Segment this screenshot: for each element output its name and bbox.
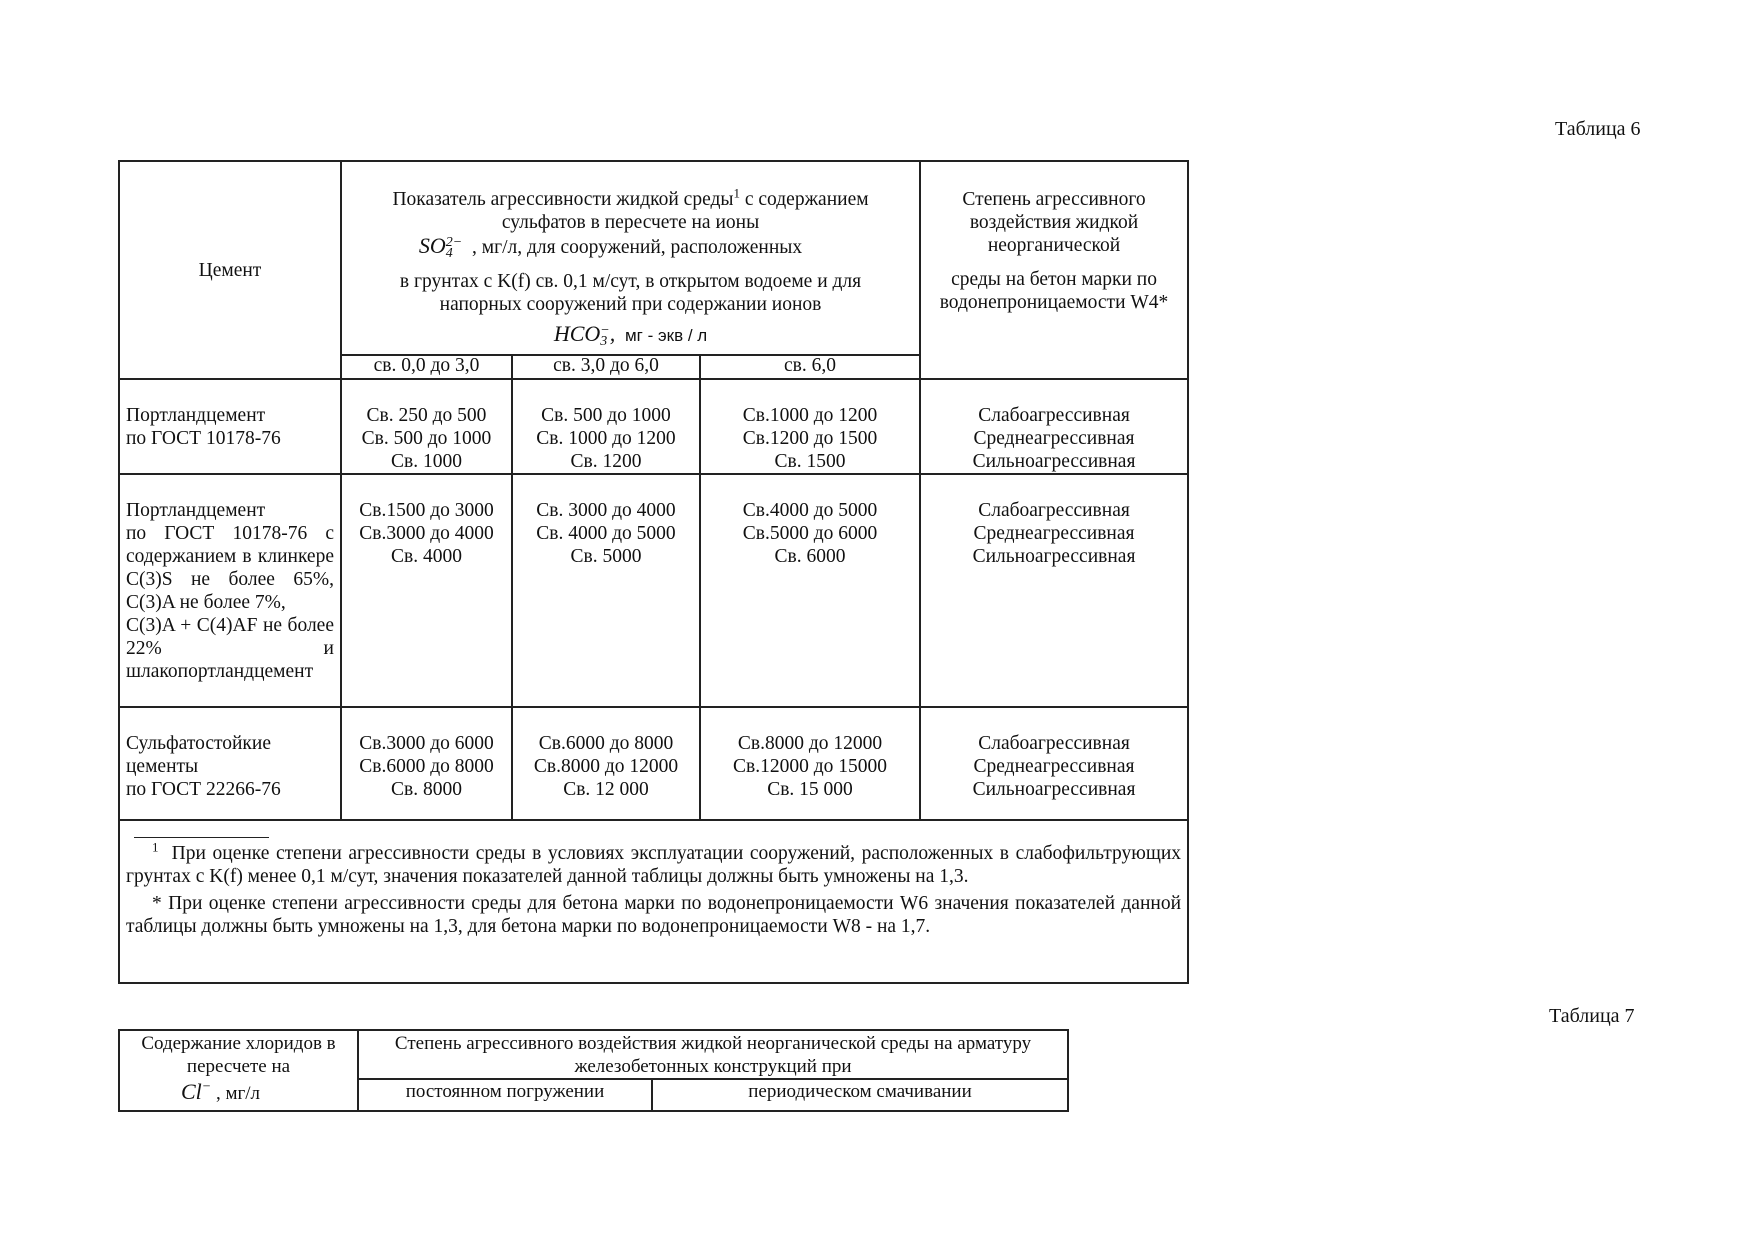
degree-cell: Слабоагрессивная Среднеагрессивная Сильноагрессивная [920, 707, 1188, 820]
table-row [119, 707, 1188, 820]
header-indicator [341, 161, 920, 355]
header-cement-label: Цемент [198, 259, 262, 281]
table7-caption: Таблица 7 [1549, 1005, 1635, 1027]
t7-subcol-permanent: постоянном погружении [358, 1079, 652, 1111]
footnote-mark: 1 [733, 185, 740, 201]
value-cell-c3: Св.1000 до 1200 Св.1200 до 1500 Св. 1500 [700, 379, 920, 474]
subcol-6: св. 6,0 [700, 355, 920, 379]
cl-formula: Cl− [180, 1079, 212, 1104]
indicator-line5: напорных сооружений при содержании ионов [439, 294, 822, 315]
hco3-formula: HCO − 3 , [553, 321, 616, 349]
cement-cell: Сульфатостойкие цементы по ГОСТ 22266-76 [119, 707, 341, 820]
table6-footnote-row [119, 820, 1188, 983]
indicator-line6 [348, 322, 913, 347]
value-cell-c2: Св. 500 до 1000 Св. 1000 до 1200 Св. 1200 [512, 379, 700, 474]
table7 [118, 1029, 1069, 1112]
indicator-line1: Показатель агрессивности жидкой среды$^1$ с содержанием [392, 185, 869, 210]
indicator-line3: SO 2− 4 , мг/л, для сооружений, расположенных [418, 233, 803, 261]
degree-line2: воздействия жидкой [969, 212, 1139, 233]
value-cell-c2: Св.6000 до 8000 Св.8000 до 12000 Св. 12 000 [512, 707, 700, 820]
so4-formula: SO 2− 4 [418, 233, 463, 261]
table7-header-row [119, 1030, 1068, 1079]
value-cell-c2: Св. 3000 до 4000 Св. 4000 до 5000 Св. 5000 [512, 474, 700, 707]
indicator-line2: сульфатов в пересчете на ионы [501, 212, 760, 233]
degree-cell: Слабоагрессивная Среднеагрессивная Сильноагрессивная [920, 474, 1188, 707]
degree-line5: водонепроницаемости W4* [939, 292, 1169, 313]
table6-caption: Таблица 6 [1555, 118, 1641, 140]
header-cement [119, 161, 341, 379]
hco3-unit: мг - экв / л [624, 326, 708, 345]
t7-header-chlorides: Содержание хлоридов в пересчете на Cl− , мг/л [119, 1030, 358, 1111]
table-row [119, 474, 1188, 707]
table-row [119, 379, 1188, 474]
cement-cell: Портландцемент по ГОСТ 10178-76 с содержанием в клинкере C(3)S не более 65%, C(3)A не более 7%, C(3)A + C(4)AF не более 22% и шлакопортландцемент [119, 474, 341, 707]
table6-header-row [119, 161, 1188, 355]
value-cell-c3: Св.8000 до 12000 Св.12000 до 15000 Св. 15 000 [700, 707, 920, 820]
t7-subcol-periodic: периодическом смачивании [652, 1079, 1068, 1111]
footnote-1: $^1$ При оценке степени агрессивности среды в условиях эксплуатации сооружений, расположенных в слабофильтрующих грунтах с K(f) менее 0,1 м/сут, значения показателей данной таблицы должны быть умножены на 1,3. [126, 839, 1182, 887]
degree-cell: Слабоагрессивная Среднеагрессивная Сильноагрессивная [920, 379, 1188, 474]
indicator-line4: в грунтах с K(f) св. 0,1 м/сут, в открытом водоеме и для [399, 271, 862, 292]
cement-cell: Портландцемент по ГОСТ 10178-76 [119, 379, 341, 474]
t7-header-degree: Степень агрессивного воздействия жидкой неорганической среды на арматуру железобетонных конструкций при [358, 1030, 1068, 1079]
value-cell-c3: Св.4000 до 5000 Св.5000 до 6000 Св. 6000 [700, 474, 920, 707]
subcol-3-6: св. 3,0 до 6,0 [512, 355, 700, 379]
footnote-2: * При оценке степени агрессивности среды для бетона марки по водонепроницаемости W6 значения показателей данной таблицы должны быть умножены на 1,3, для бетона марки по водонепроницаемости W8 - на 1,7. [126, 893, 1182, 937]
table6 [118, 160, 1189, 984]
header-degree [920, 161, 1188, 379]
subcol-0-3: св. 0,0 до 3,0 [341, 355, 512, 379]
footnote-cell [119, 820, 1188, 983]
degree-line1: Степень агрессивного [962, 189, 1146, 210]
footnote-rule [134, 837, 269, 838]
value-cell-c1: Св.1500 до 3000 Св.3000 до 4000 Св. 4000 [341, 474, 512, 707]
degree-line4: среды на бетон марки по [951, 269, 1157, 290]
degree-line3: неорганической [987, 235, 1121, 256]
value-cell-c1: Св. 250 до 500 Св. 500 до 1000 Св. 1000 [341, 379, 512, 474]
value-cell-c1: Св.3000 до 6000 Св.6000 до 8000 Св. 8000 [341, 707, 512, 820]
